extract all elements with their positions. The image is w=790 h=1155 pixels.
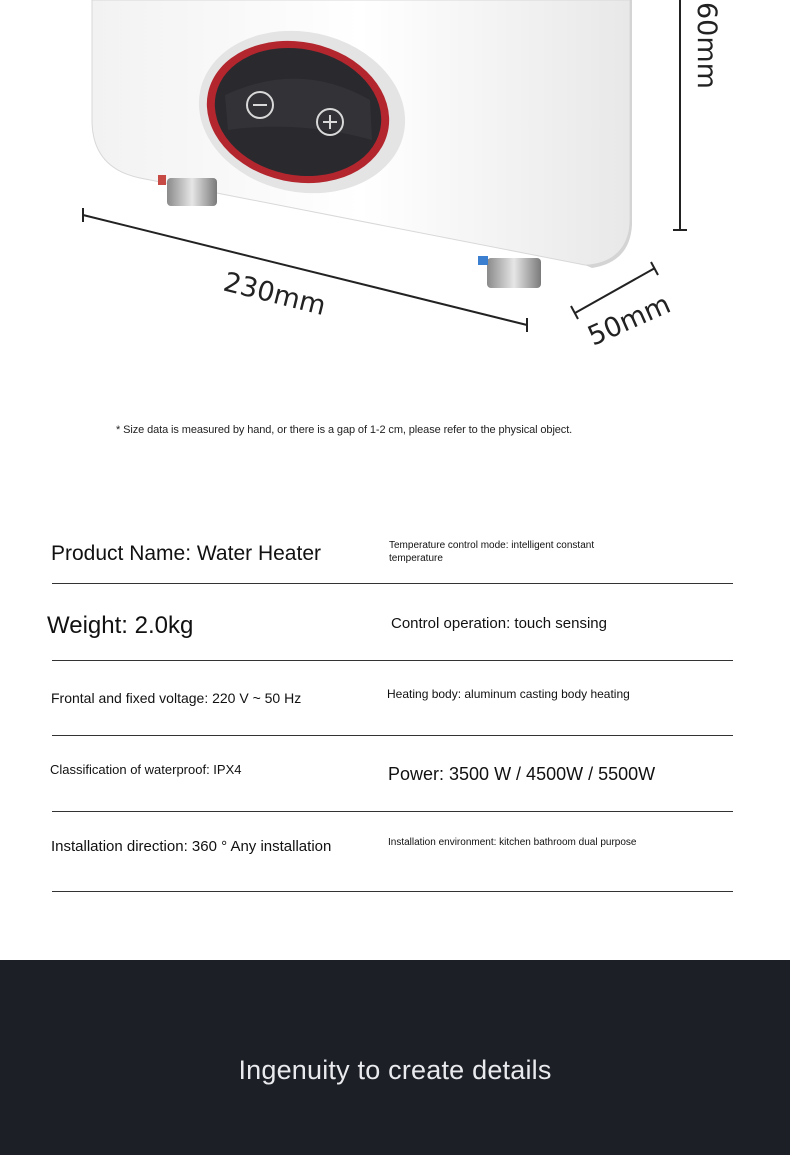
spec-left: Frontal and fixed voltage: 220 V ~ 50 Hz — [51, 690, 302, 706]
banner-title: Ingenuity to create details — [238, 1055, 552, 1085]
height-label: 60mm — [691, 2, 722, 89]
spec-right: Heating body: aluminum casting body heating — [387, 687, 630, 701]
depth-label: 50mm — [583, 288, 676, 353]
measurement-note: * Size data is measured by hand, or there is a gap of 1-2 cm, please refer to the physical object. — [116, 424, 573, 436]
spec-left: Product Name: Water Heater — [51, 542, 321, 565]
width-label: 230mm — [220, 266, 329, 322]
spec-right: Control operation: touch sensing — [391, 615, 607, 632]
spec-right: Temperature control mode: intelligent constant temperature — [389, 540, 595, 564]
spec-left: Classification of waterproof: IPX4 — [50, 762, 242, 777]
product-illustration — [0, 0, 790, 400]
spec-left: Installation direction: 360 ° Any installation — [51, 838, 332, 855]
height-dimension-line — [673, 0, 687, 230]
spec-left: Weight: 2.0kg — [47, 612, 194, 639]
spec-right: Installation environment: kitchen bathroom dual purpose — [388, 837, 637, 848]
details-banner — [0, 960, 790, 1155]
inlet-pipe-right — [478, 256, 541, 288]
spec-right: Power: 3500 W / 4500W / 5500W — [388, 764, 656, 784]
